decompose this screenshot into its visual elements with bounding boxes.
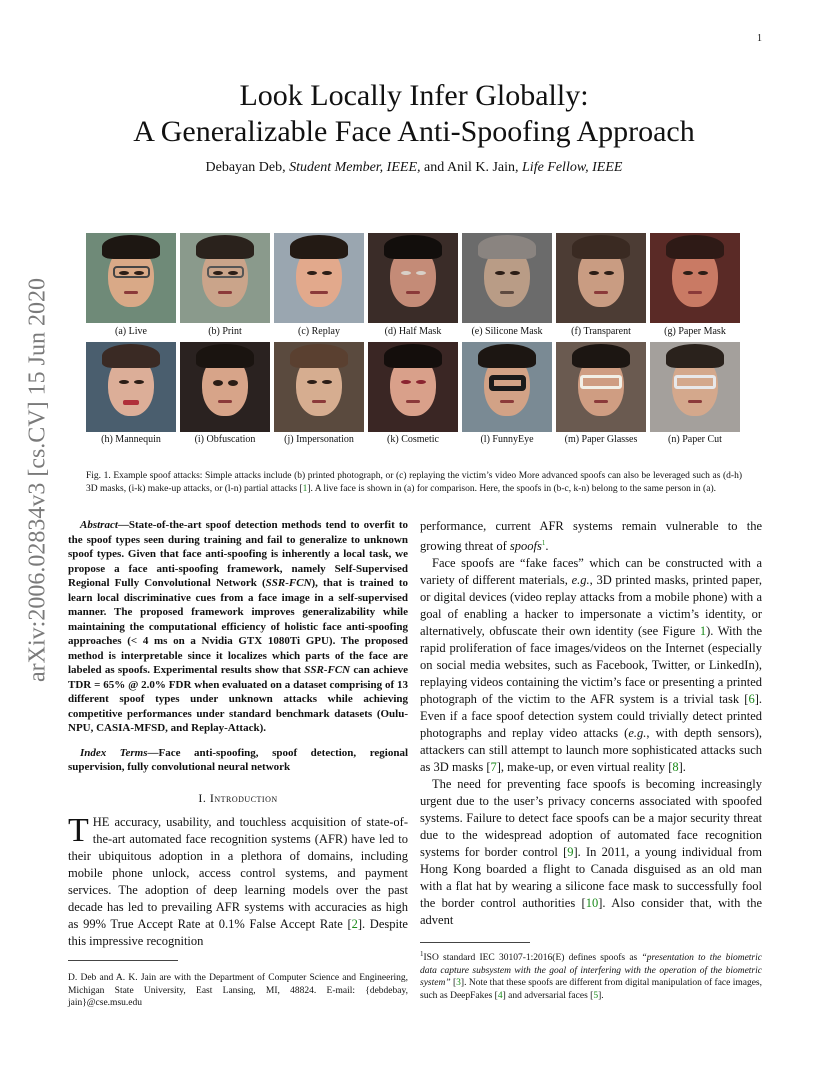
caption-text: ]. A live face is shown in (a) for comparison. Here, the spoofs in (b-c, k-n) belong to the same person in (a). bbox=[307, 484, 716, 494]
figure-label: (k) Cosmetic bbox=[387, 434, 439, 445]
paragraph bbox=[420, 518, 762, 555]
index-terms bbox=[68, 746, 408, 775]
figure-image-paper-cut bbox=[650, 342, 740, 432]
author-line bbox=[86, 160, 742, 176]
footnote-marker[interactable]: 1 bbox=[541, 539, 546, 547]
citation-link[interactable]: 8 bbox=[672, 760, 679, 775]
citation-link[interactable]: 2 bbox=[351, 916, 358, 931]
footnote-text: ISO standard IEC 30107-1:2016(E) defines spoofs as bbox=[423, 953, 642, 964]
paragraph-text: ]. bbox=[678, 760, 686, 775]
figure-label: (b) Print bbox=[208, 326, 242, 337]
author-2: and Anil K. Jain, bbox=[424, 160, 519, 175]
figure-image-replay bbox=[274, 233, 364, 323]
citation-link[interactable]: 3 bbox=[456, 978, 461, 989]
author-1-role: Student Member, IEEE, bbox=[289, 160, 421, 175]
figure-label: (d) Half Mask bbox=[384, 326, 442, 337]
figure-label: (e) Silicone Mask bbox=[471, 326, 543, 337]
figure-image-obfuscation bbox=[180, 342, 270, 432]
figure-image-funnyeye bbox=[462, 342, 552, 432]
footnote-text: [ bbox=[450, 978, 457, 989]
section-number: I. bbox=[198, 790, 207, 805]
emphasis: spoofs bbox=[509, 539, 542, 554]
figure-image-silicone-mask bbox=[462, 233, 552, 323]
figure-image-transparent bbox=[556, 233, 646, 323]
paragraph-text: ]. Also consider that, with the advent bbox=[420, 896, 762, 928]
paragraph-text: performance, current AFR systems remain vulnerable to the growing threat of bbox=[420, 519, 762, 554]
paragraph-text: ]. Despite this impressive recognition bbox=[68, 916, 408, 948]
figure-label: (l) FunnyEye bbox=[480, 434, 534, 445]
figure-image-mannequin bbox=[86, 342, 176, 432]
paragraph-text: ]. Even if a face spoof detection system could trivially detect printed photographs and replay video attacks ( bbox=[420, 692, 762, 741]
footnote bbox=[420, 948, 762, 1002]
figure-image-live bbox=[86, 233, 176, 323]
paragraph-text: ). With the rapid proliferation of face images/videos on the Internet (especially on social media websites, such as Facebook, Twitter, or LinkedIn), replaying videos containing the victim’s face or presenting a printed photograph of the victim to the AFR system is a trivial task [ bbox=[420, 624, 762, 707]
right-column bbox=[420, 518, 762, 929]
figure-label: (m) Paper Glasses bbox=[564, 434, 638, 445]
figure-caption bbox=[86, 470, 742, 496]
paragraph-text: ], make-up, or even virtual reality [ bbox=[496, 760, 673, 775]
caption-text: Fig. 1. Example spoof attacks: Simple attacks include (b) printed photograph, or (c) replaying the victim’s video More advanced spoofs can also be leveraged such as (d-h) 3D masks, (i-k) make-up attacks, or (l-n) partial attacks [ bbox=[86, 471, 742, 494]
figure-image-cosmetic bbox=[368, 342, 458, 432]
figure-label: (h) Mannequin bbox=[101, 434, 161, 445]
citation-link[interactable]: 10 bbox=[585, 896, 599, 911]
citation-link[interactable]: 5 bbox=[593, 990, 599, 1001]
abstract bbox=[68, 518, 408, 736]
footnote-text: ]. bbox=[598, 990, 604, 1001]
abstract-text: —State-of-the-art spoof detection methods tend to overfit to the spoof types seen during training and fail to generalize to unknown spoof types. Given that face anti-spoofing is inherently a local task, we propose a face anti-spoofing framework, namely Self-Supervised Regional Fully Convolutional Network ( bbox=[68, 519, 408, 589]
section-title: Introduction bbox=[209, 790, 278, 805]
figure-image-paper-mask bbox=[650, 233, 740, 323]
citation-link[interactable]: 1 bbox=[302, 484, 308, 494]
figure-image-print bbox=[180, 233, 270, 323]
figure-label: (a) Live bbox=[115, 326, 147, 337]
emphasis: e.g. bbox=[628, 726, 647, 741]
figure-label: (f) Transparent bbox=[571, 326, 631, 337]
paragraph-text: Face spoofs are “fake faces” which can be constructed with a variety of different materials, bbox=[420, 556, 762, 588]
paragraph-text: , 3D printed masks, printed paper, or digital devices (video replay attacks from a mobile phone) with a goal of enabling a hacker to impersonate a victim’s identity, or alternatively, obfuscate their own identity (see Figure bbox=[420, 573, 762, 639]
abstract-text: can achieve TDR = 65% @ 2.0% FDR when evaluated on a dataset comprising of 13 different spoof types under unknown attacks while achieving competitive performances under standard benchmark datasets (Oulu-NPU, CASIA-MFSD, and Replay-Attack). bbox=[68, 664, 408, 734]
figure-label: (j) Impersonation bbox=[284, 434, 354, 445]
lead-word: HE bbox=[92, 814, 110, 829]
paragraph-text: ]. In 2011, a young individual from Hong Kong boarded a flight to Canada disguised as an old man with a flat hat by wearing a silicone face mask to successfully fool the border control authorities [ bbox=[420, 845, 762, 911]
paragraph-text: , with depth sensors), attackers can still attempt to launch more sophisticated attacks such as 3D masks [ bbox=[420, 726, 762, 775]
figure-label: (n) Paper Cut bbox=[668, 434, 722, 445]
footnote-rule bbox=[68, 960, 178, 961]
paragraph-text: . bbox=[545, 539, 549, 554]
left-column bbox=[68, 518, 408, 950]
abstract-text: ), that is trained to learn local discriminative cues from a face image in a self-supervised manner. The proposed framework improves generalizability while maintaining the computational efficiency of holistic face anti-spoofing approaches (< 4 ms on a Nvidia GTX 1080Ti GPU). The proposed method is interpretable since it localizes which parts of the face are labeled as spoofs. Experimental results show that bbox=[68, 577, 409, 676]
footnote-text: ]. Note that these spoofs are different from digital manipulation of face images, such as DeepFakes [ bbox=[420, 978, 763, 1001]
emphasis: e.g. bbox=[571, 573, 590, 588]
citation-link[interactable]: 9 bbox=[567, 845, 574, 860]
paragraph-text: The need for preventing face spoofs is becoming increasingly urgent due to the user’s privacy concerns associated with spoofed systems. Failure to detect face spoofs can be a major security threat due to the widespread adoption of automated face recognition systems for border control [ bbox=[420, 777, 762, 860]
paragraph-text: accuracy, usability, and touchless acquisition of state-of-the-art automated face recognition systems (AFR) have led to their ubiquitous adoption in a plethora of domains, including mobile phone unlock, access control systems, and payment services. The adoption of deep learning models over the past decade has led to prevailing AFR systems with accuracies as high as 99% True Accept Rate at 0.1% False Accept Rate [ bbox=[68, 814, 408, 931]
author-2-role: Life Fellow, IEEE bbox=[522, 160, 623, 175]
figure-label: (i) Obfuscation bbox=[194, 434, 256, 445]
footnote-rule bbox=[420, 942, 530, 943]
page-number: 1 bbox=[757, 33, 762, 44]
author-1: Debayan Deb, bbox=[205, 160, 286, 175]
arxiv-stamp-text: arXiv:2006.02834v3 [cs.CV] 15 Jun 2020 bbox=[24, 278, 51, 682]
index-terms-text: —Face anti-spoofing, spoof detection, regional supervision, fully convolutional neural network bbox=[68, 746, 408, 773]
citation-link[interactable]: 7 bbox=[490, 760, 497, 775]
figure-image-paper-glasses bbox=[556, 342, 646, 432]
footnote-quote: “presentation to the biometric data capture subsystem with the goal of interfering with the operation of the biometric system” bbox=[420, 953, 762, 989]
affiliation-note: D. Deb and A. K. Jain are with the Department of Computer Science and Engineering, Michigan State University, East Lansing, MI, 48824. E-mail: {debdebay, jain}@cse.msu.edu bbox=[68, 973, 408, 1008]
paragraph bbox=[420, 776, 762, 929]
footnote-number: 1 bbox=[420, 950, 424, 958]
method-name: SSR-FCN bbox=[304, 664, 351, 676]
drop-cap: T bbox=[68, 811, 89, 849]
footnote-text: ] and adversarial faces [ bbox=[502, 990, 594, 1001]
figure-link[interactable]: 1 bbox=[699, 624, 707, 639]
index-terms-label: Index Terms bbox=[80, 746, 148, 759]
paragraph bbox=[420, 555, 762, 776]
figure-image-half-mask bbox=[368, 233, 458, 323]
figure-image-impersonation bbox=[274, 342, 364, 432]
title-line-1: Look Locally Infer Globally: bbox=[239, 79, 589, 112]
figure-label: (g) Paper Mask bbox=[664, 326, 726, 337]
citation-link[interactable]: 6 bbox=[748, 692, 755, 707]
paper-title bbox=[86, 78, 742, 150]
citation-link[interactable]: 4 bbox=[497, 990, 503, 1001]
figure-label: (c) Replay bbox=[298, 326, 340, 337]
intro-paragraph bbox=[68, 811, 408, 950]
method-name: SSR-FCN bbox=[265, 577, 312, 589]
title-line-2: A Generalizable Face Anti-Spoofing Approach bbox=[133, 115, 695, 148]
abstract-label: Abstract bbox=[80, 519, 118, 531]
section-heading bbox=[68, 791, 408, 806]
